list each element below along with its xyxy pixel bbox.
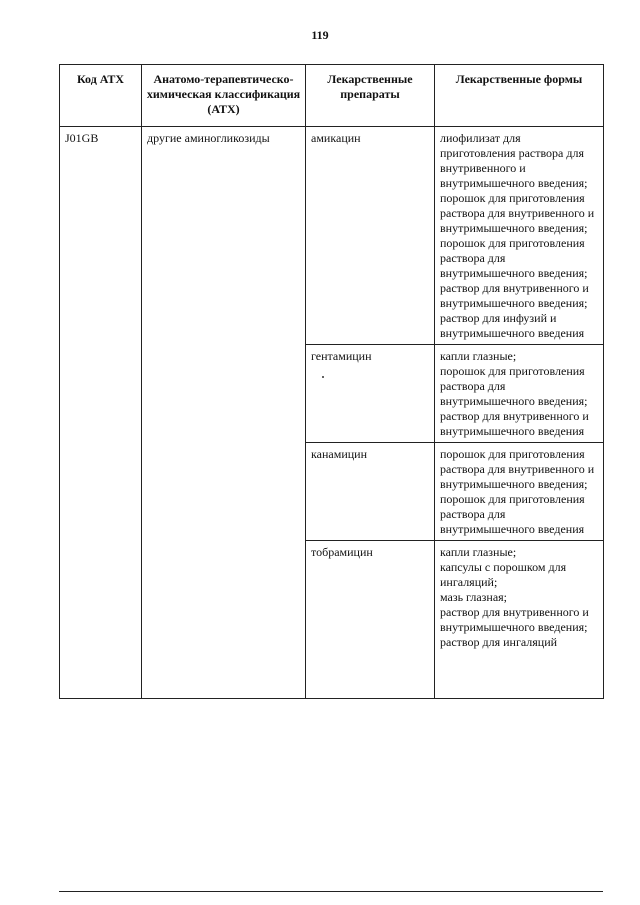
atx-classification-cell: другие аминогликозиды xyxy=(142,127,306,699)
dosage-forms-cell: капли глазные; порошок для приготовления раствора для внутримышечного введения; раствор для внутривенного и внутримышечного введения xyxy=(435,345,604,443)
atx-code-cell: J01GB xyxy=(60,127,142,699)
table-body xyxy=(60,127,604,699)
dosage-forms-cell: капли глазные; капсулы с порошком для ингаляций; мазь глазная; раствор для внутривенного и внутримышечного введения; раствор для ингаляций xyxy=(435,541,604,699)
header-row xyxy=(60,65,604,127)
header-code: Код АТХ xyxy=(60,65,142,127)
drug-name-cell: амикацин xyxy=(306,127,435,345)
dosage-forms-cell: порошок для приготовления раствора для внутривенного и внутримышечного введения; порошок для приготовления раствора для внутримышечного введения xyxy=(435,443,604,541)
dosage-forms-cell: лиофилизат для приготовления раствора для внутривенного и внутримышечного введения; порошок для приготовления раствора для внутривенного и внутримышечного введения; порошок для приготовления раствора для внутримышечного введения; раствор для внутривенного и внутримышечного введения; раствор для инфузий и внутримышечного введения xyxy=(435,127,604,345)
atx-table xyxy=(59,64,604,699)
header-forms: Лекарственные формы xyxy=(435,65,604,127)
page-number: 119 xyxy=(311,28,329,42)
header-drugs: Лекарственные препараты xyxy=(306,65,435,127)
drug-name-cell: гентамицин xyxy=(306,345,435,443)
table-row xyxy=(60,127,604,345)
table-header xyxy=(60,65,604,127)
table-bottom-border xyxy=(59,891,603,892)
drug-name-cell: канамицин xyxy=(306,443,435,541)
scan-speck xyxy=(322,376,324,378)
header-classification: Анатомо-терапевтическо-химическая классификация (АТХ) xyxy=(142,65,306,127)
drug-name-cell: тобрамицин xyxy=(306,541,435,699)
